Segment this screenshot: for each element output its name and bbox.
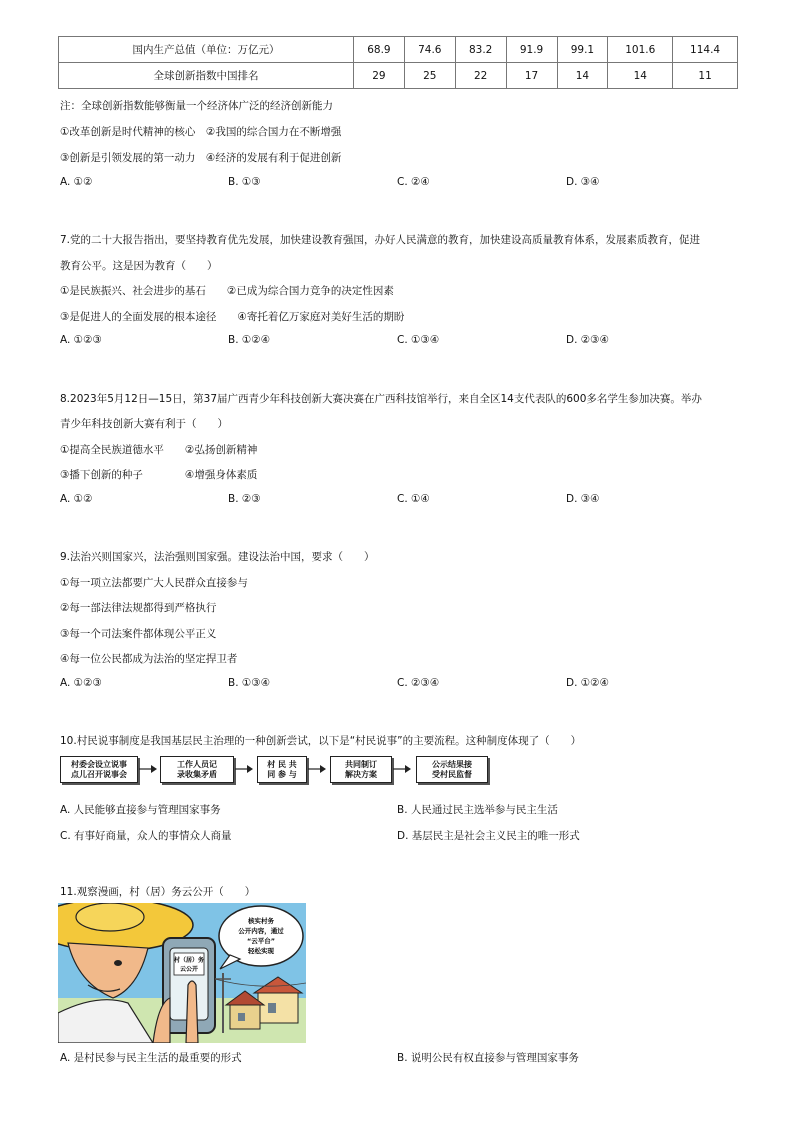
table-row-label: 全球创新指数中国排名 [59, 63, 354, 89]
q6-statement-2: ③创新是引领发展的第一动力 ④经济的发展有利于促进创新 [60, 152, 342, 164]
flow-step-4 [330, 756, 392, 783]
gdp-innovation-table [58, 36, 738, 89]
q8-statement-1: ①提高全民族道德水平 ②弘扬创新精神 [60, 444, 258, 456]
arrow-right-icon [139, 764, 157, 774]
flow-step-5 [416, 756, 488, 783]
q8-option-b[interactable]: B. ②③ [228, 493, 261, 505]
bubble-text: “云平台” [246, 937, 276, 945]
table-cell: 114.4 [673, 37, 738, 63]
phone-screen-text: 村（居）务 [173, 957, 205, 964]
q9-statement-3: ③每一个司法案件都体现公平正义 [60, 628, 217, 640]
q8-stem-line-2: 青少年科技创新大赛有利于（ ） [60, 418, 228, 430]
q10-option-d[interactable]: D. 基层民主是社会主义民主的唯一形式 [397, 830, 580, 842]
bubble-text: 轻松实现 [248, 947, 274, 955]
q7-option-a[interactable]: A. ①②③ [60, 334, 102, 346]
table-cell: 101.6 [608, 37, 673, 63]
q9-stem: 9.法治兴则国家兴，法治强则国家强。建设法治中国，要求（ ） [60, 551, 375, 563]
q7-option-c[interactable]: C. ①③④ [397, 334, 440, 346]
table-cell: 17 [506, 63, 557, 89]
table-cell: 22 [455, 63, 506, 89]
q7-statement-1: ①是民族振兴、社会进步的基石 ②已成为综合国力竞争的决定性因素 [60, 285, 394, 297]
q10-option-b[interactable]: B. 人民通过民主选举参与民主生活 [397, 804, 558, 816]
q11-option-a[interactable]: A. 是村民参与民主生活的最重要的形式 [60, 1052, 242, 1064]
table-row [59, 37, 738, 63]
flow-step-text: 录收集矛盾 [177, 769, 217, 779]
q9-option-d[interactable]: D. ①②④ [566, 677, 609, 689]
cartoon-drawing [58, 903, 306, 1043]
q10-option-a[interactable]: A. 人民能够直接参与管理国家事务 [60, 804, 221, 816]
q7-statement-2: ③是促进人的全面发展的根本途径 ④寄托着亿万家庭对美好生活的期盼 [60, 311, 405, 323]
q9-option-b[interactable]: B. ①③④ [228, 677, 271, 689]
flow-step-1 [60, 756, 138, 783]
arrow-right-icon [308, 764, 326, 774]
q9-statement-2: ②每一部法律法规都得到严格执行 [60, 602, 217, 614]
table-cell: 14 [608, 63, 673, 89]
q8-option-c[interactable]: C. ①④ [397, 493, 430, 505]
q8-option-d[interactable]: D. ③④ [566, 493, 600, 505]
flow-step-text: 村 民 共 [267, 759, 297, 769]
table-cell: 83.2 [455, 37, 506, 63]
q9-statement-1: ①每一项立法都要广大人民群众直接参与 [60, 577, 248, 589]
q6-option-c[interactable]: C. ②④ [397, 176, 430, 188]
bubble-text: 核实村务 [248, 917, 274, 925]
q8-option-a[interactable]: A. ①② [60, 493, 93, 505]
flow-step-text: 解决方案 [345, 769, 377, 779]
q7-stem-line-2: 教育公平。这是因为教育（ ） [60, 260, 218, 272]
table-row [59, 63, 738, 89]
flow-step-text: 公示结果接 [432, 759, 472, 769]
q11-stem: 11.观察漫画，村（居）务云公开（ ） [60, 886, 256, 898]
flow-step-2 [160, 756, 234, 783]
flow-step-text: 同 参 与 [267, 769, 297, 779]
q7-option-d[interactable]: D. ②③④ [566, 334, 609, 346]
table-cell: 74.6 [404, 37, 455, 63]
q7-stem-line-1: 7.党的二十大报告指出，要坚持教育优先发展，加快建设教育强国，办好人民满意的教育，加快建设高质量教育体系，发展素质教育，促进 [60, 234, 701, 246]
q8-stem-line-1: 8.2023年5月12日—15日，第37届广西青少年科技创新大赛决赛在广西科技馆举行，来自全区14支代表队的600多名学生参加决赛。举办 [60, 393, 702, 405]
table-cell: 91.9 [506, 37, 557, 63]
table-cell: 99.1 [557, 37, 608, 63]
flow-step-text: 点儿召开说事会 [71, 769, 127, 779]
q9-option-c[interactable]: C. ②③④ [397, 677, 440, 689]
table-cell: 14 [557, 63, 608, 89]
q6-option-b[interactable]: B. ①③ [228, 176, 261, 188]
q8-statement-2: ③播下创新的种子 ④增强身体素质 [60, 469, 258, 481]
flow-step-text: 共同制订 [345, 759, 377, 769]
flow-step-3 [257, 756, 307, 783]
q11-option-b[interactable]: B. 说明公民有权直接参与管理国家事务 [397, 1052, 579, 1064]
arrow-right-icon [235, 764, 253, 774]
q10-stem: 10.村民说事制度是我国基层民主治理的一种创新尝试，以下是“村民说事”的主要流程。这种制度体现了（ ） [60, 735, 582, 747]
q6-option-d[interactable]: D. ③④ [566, 176, 600, 188]
table-note: 注：全球创新指数能够衡量一个经济体广泛的经济创新能力 [60, 100, 333, 112]
flow-step-text: 工作人员记 [177, 759, 217, 769]
flow-step-text: 受村民监督 [432, 769, 472, 779]
table-row-label: 国内生产总值（单位：万亿元） [59, 37, 354, 63]
table-cell: 68.9 [354, 37, 405, 63]
q10-option-c[interactable]: C. 有事好商量，众人的事情众人商量 [60, 830, 232, 842]
table-cell: 11 [673, 63, 738, 89]
cartoon-illustration [58, 903, 306, 1043]
q9-statement-4: ④每一位公民都成为法治的坚定捍卫者 [60, 653, 238, 665]
q9-option-a[interactable]: A. ①②③ [60, 677, 102, 689]
arrow-right-icon [393, 764, 411, 774]
q7-option-b[interactable]: B. ①②④ [228, 334, 271, 346]
q6-option-a[interactable]: A. ①② [60, 176, 93, 188]
phone-screen-text: 云公开 [179, 966, 199, 973]
table-cell: 25 [404, 63, 455, 89]
q6-statement-1: ①改革创新是时代精神的核心 ②我国的综合国力在不断增强 [60, 126, 342, 138]
table-cell: 29 [354, 63, 405, 89]
flow-step-text: 村委会设立说事 [71, 759, 127, 769]
bubble-text: 公开内容，通过 [238, 927, 284, 935]
